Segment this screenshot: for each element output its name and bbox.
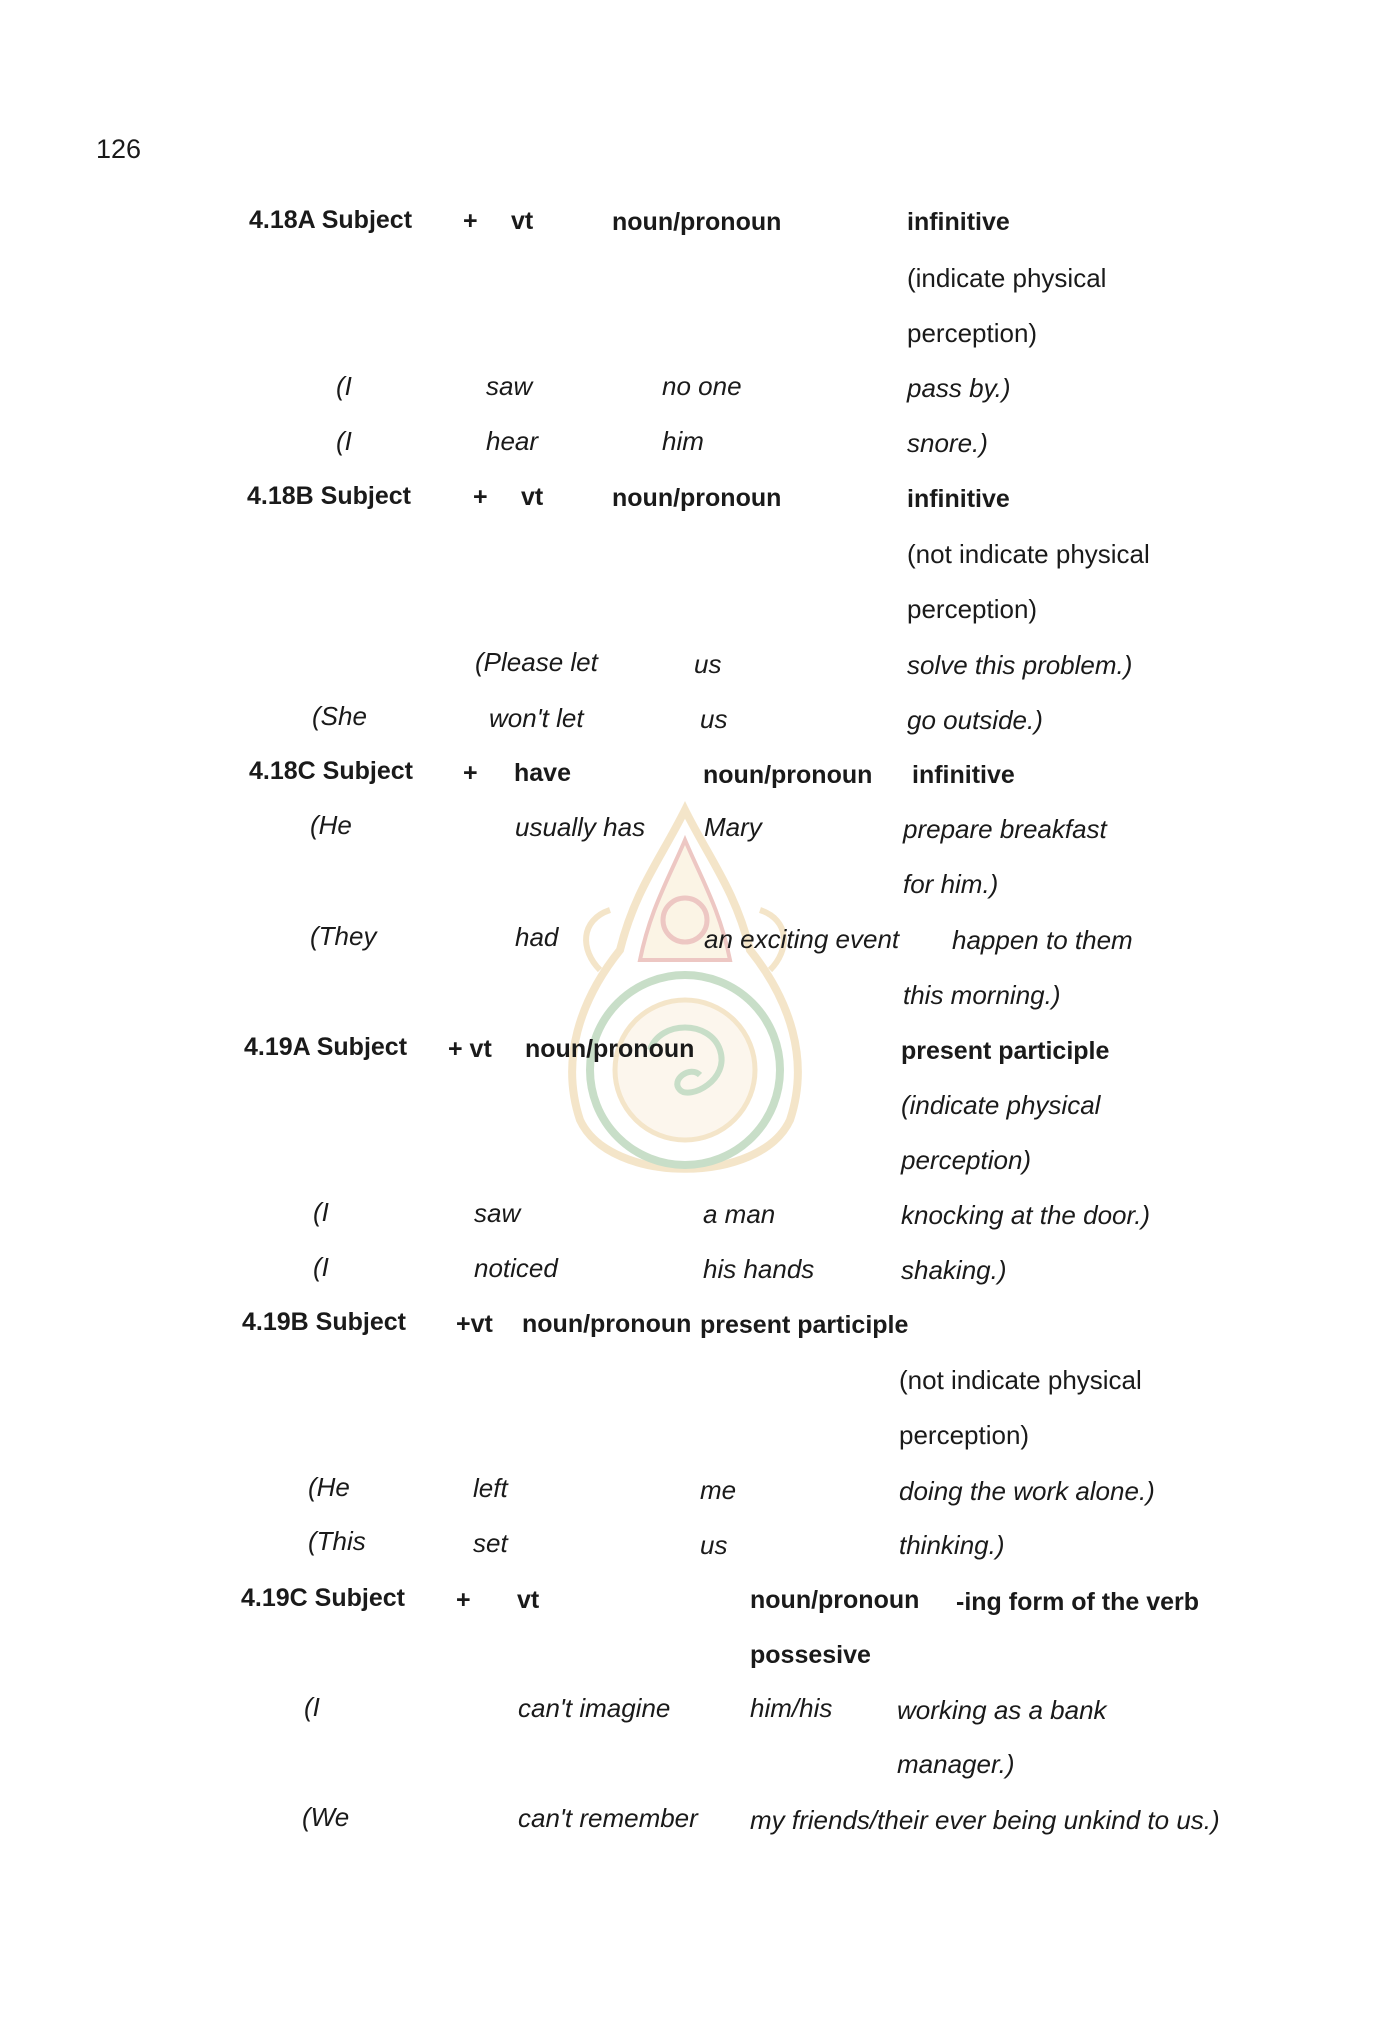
- example-complement-cont: for him.): [903, 869, 999, 899]
- note-line: (indicate physical: [901, 1090, 1101, 1120]
- plus-sign: +: [463, 207, 478, 235]
- possessive-label: possesive: [750, 1641, 871, 1669]
- note-line: perception): [907, 318, 1038, 348]
- ing-form-label: -ing form of the verb: [956, 1588, 1200, 1616]
- example-subject: (We: [302, 1802, 350, 1832]
- example-object: him/his: [750, 1693, 833, 1723]
- example-verb: can't imagine: [518, 1693, 671, 1723]
- note-line: (not indicate physical: [907, 539, 1150, 569]
- noun-pronoun-label: noun/pronoun: [703, 761, 873, 789]
- example-complement: solve this problem.): [907, 650, 1133, 680]
- example-object: us: [694, 649, 722, 679]
- example-complement: pass by.): [907, 373, 1011, 403]
- example-object: an exciting event: [704, 924, 900, 954]
- example-object: a man: [703, 1199, 776, 1229]
- example-verb: (Please let: [475, 647, 598, 677]
- example-verb: saw: [474, 1198, 521, 1228]
- plus-sign: +: [456, 1586, 471, 1614]
- example-subject: (She: [312, 701, 367, 731]
- example-object: him: [662, 426, 704, 456]
- example-subject: (This: [308, 1526, 366, 1556]
- example-verb: can't remember: [518, 1803, 698, 1833]
- example-verb: had: [515, 922, 559, 952]
- example-complement: happen to them: [952, 925, 1133, 955]
- example-complement: snore.): [907, 428, 988, 458]
- section-4-18b-label: 4.18B Subject: [247, 482, 411, 510]
- note-line: (indicate physical: [907, 263, 1107, 293]
- example-complement: prepare breakfast: [903, 814, 1107, 844]
- example-subject: (I: [336, 426, 352, 456]
- example-subject: (They: [310, 921, 377, 951]
- noun-pronoun-label: noun/pronoun: [612, 484, 782, 512]
- example-object: Mary: [704, 812, 762, 842]
- noun-pronoun-label: noun/pronoun: [612, 208, 782, 236]
- example-object: us: [700, 704, 728, 734]
- note-line: perception): [899, 1420, 1030, 1450]
- noun-pronoun-label: noun/pronoun: [750, 1586, 920, 1614]
- example-complement-cont: this morning.): [903, 980, 1061, 1010]
- section-4-18c-label: 4.18C Subject: [249, 757, 413, 785]
- example-verb: saw: [486, 371, 533, 401]
- example-complement: shaking.): [901, 1255, 1007, 1285]
- example-subject: (I: [336, 371, 352, 401]
- example-complement: working as a bank: [897, 1695, 1107, 1725]
- vt-label: vt: [517, 1586, 540, 1614]
- example-subject: (I: [304, 1692, 320, 1722]
- vt-label: vt: [521, 483, 544, 511]
- section-4-18a-label: 4.18A Subject: [249, 206, 413, 234]
- infinitive-label: infinitive: [907, 208, 1010, 236]
- vt-label: vt: [511, 207, 534, 235]
- example-complement: thinking.): [899, 1530, 1005, 1560]
- example-subject: (He: [308, 1472, 350, 1502]
- example-verb: won't let: [489, 703, 584, 733]
- noun-pronoun-label: noun/pronoun: [522, 1310, 692, 1338]
- infinitive-label: infinitive: [912, 761, 1015, 789]
- example-subject: (I: [313, 1252, 329, 1282]
- example-subject: (I: [313, 1197, 329, 1227]
- section-4-19a-label: 4.19A Subject: [244, 1033, 408, 1061]
- example-complement-cont: manager.): [897, 1749, 1015, 1779]
- plus-vt-label: +vt: [456, 1310, 493, 1338]
- note-line: perception): [907, 594, 1038, 624]
- plus-sign: +: [473, 483, 488, 511]
- example-object: us: [700, 1530, 728, 1560]
- note-line: perception): [901, 1145, 1032, 1175]
- watermark-seal-logo: [540, 800, 830, 1200]
- example-object-complement: my friends/their ever being unkind to us.): [750, 1805, 1220, 1835]
- note-line: (not indicate physical: [899, 1365, 1142, 1395]
- example-verb: usually has: [515, 812, 646, 842]
- present-participle-label: present participle: [700, 1311, 909, 1339]
- example-object: me: [700, 1475, 737, 1505]
- example-verb: noticed: [474, 1253, 558, 1283]
- plus-sign: +: [463, 759, 478, 787]
- example-verb: hear: [486, 426, 539, 456]
- example-subject: (He: [310, 810, 352, 840]
- plus-vt-label: + vt: [448, 1035, 492, 1063]
- noun-pronoun-label: noun/pronoun: [525, 1035, 695, 1063]
- have-label: have: [514, 759, 571, 787]
- section-4-19b-label: 4.19B Subject: [242, 1308, 406, 1336]
- page-number: 126: [96, 134, 142, 164]
- section-4-19c-label: 4.19C Subject: [241, 1584, 405, 1612]
- example-complement: doing the work alone.): [899, 1476, 1155, 1506]
- infinitive-label: infinitive: [907, 485, 1010, 513]
- example-object: his hands: [703, 1254, 815, 1284]
- example-object: no one: [662, 371, 742, 401]
- example-verb: set: [473, 1528, 508, 1558]
- example-complement: knocking at the door.): [901, 1200, 1151, 1230]
- example-verb: left: [473, 1473, 508, 1503]
- present-participle-label: present participle: [901, 1037, 1110, 1065]
- example-complement: go outside.): [907, 705, 1043, 735]
